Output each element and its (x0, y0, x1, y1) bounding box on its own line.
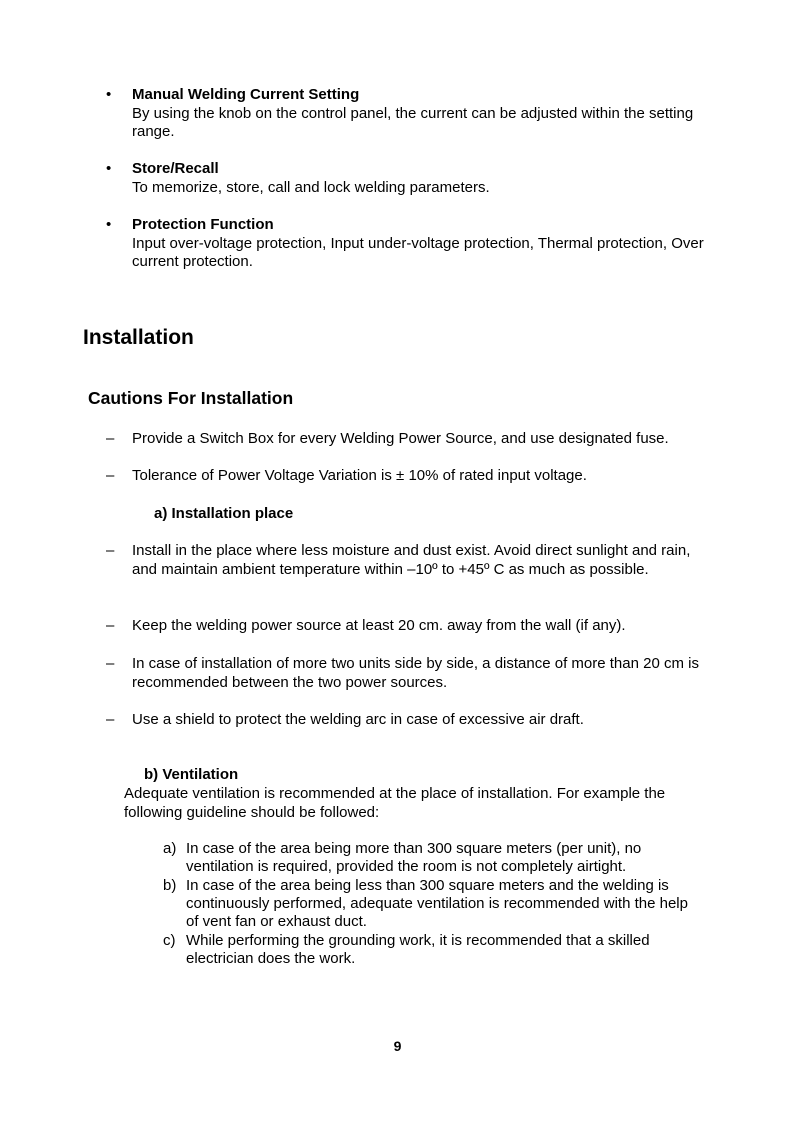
feature-item-protection (106, 216, 726, 272)
feature-text: To memorize, store, call and lock welding parameters. (132, 178, 490, 196)
ventilation-item (163, 877, 703, 931)
feature-item-current-setting (106, 86, 726, 142)
dash-icon: – (106, 617, 115, 634)
feature-item-store-recall (106, 160, 726, 197)
installation-item (106, 711, 706, 730)
feature-text: Input over-voltage protection, Input under-voltage protection, Thermal protection, Over current protection. (132, 234, 704, 270)
feature-title: Protection Function (132, 216, 274, 233)
caution-text: Provide a Switch Box for every Welding Power Source, and use designated fuse. (132, 430, 669, 447)
item-text: In case of the area being more than 300 square meters (per unit), no ventilation is required, provided the room is not completely airtight. (186, 840, 642, 875)
installation-text: Keep the welding power source at least 20 cm. away from the wall (if any). (132, 617, 626, 634)
subsection-title: Cautions For Installation (88, 388, 294, 408)
bullet-icon: • (106, 160, 112, 177)
ventilation-intro: Adequate ventilation is recommended at the place of installation. For example the following guideline should be followed: (124, 785, 666, 821)
caution-item (106, 430, 706, 449)
ventilation-heading: b) Ventilation (144, 766, 239, 783)
bullet-icon: • (106, 216, 112, 233)
feature-text: By using the knob on the control panel, the current can be adjusted within the setting range. (132, 104, 694, 140)
item-label: a) (163, 840, 177, 857)
dash-icon: – (106, 655, 115, 672)
installation-place-heading: a) Installation place (154, 505, 294, 522)
feature-title: Store/Recall (132, 160, 219, 177)
ventilation-item (163, 840, 703, 876)
dash-icon: – (106, 542, 115, 559)
installation-text: Install in the place where less moisture and dust exist. Avoid direct sunlight and rain, and maintain ambient temperature within –10º to +45º C as much as possible. (132, 542, 691, 578)
dash-icon: – (106, 711, 115, 728)
installation-item (106, 542, 706, 579)
caution-item (106, 467, 706, 486)
dash-icon: – (106, 467, 115, 484)
item-label: c) (163, 932, 176, 949)
item-text: In case of the area being less than 300 square meters and the welding is continuously performed, adequate ventilation is recommended with the help of vent fan or exhaust duct. (186, 877, 688, 930)
installation-text: In case of installation of more two units side by side, a distance of more than 20 cm is recommended between the two power sources. (132, 655, 699, 691)
item-label: b) (163, 877, 177, 894)
installation-item (106, 655, 706, 692)
section-title: Installation (83, 326, 194, 349)
dash-icon: – (106, 430, 115, 447)
bullet-icon: • (106, 86, 112, 103)
item-text: While performing the grounding work, it is recommended that a skilled electrician does the work. (186, 932, 650, 967)
feature-title: Manual Welding Current Setting (132, 86, 360, 103)
installation-item (106, 617, 706, 636)
page-number: 9 (393, 1038, 402, 1054)
caution-text: Tolerance of Power Voltage Variation is ± 10% of rated input voltage. (132, 467, 587, 484)
ventilation-item (163, 932, 703, 968)
installation-text: Use a shield to protect the welding arc in case of excessive air draft. (132, 711, 584, 728)
